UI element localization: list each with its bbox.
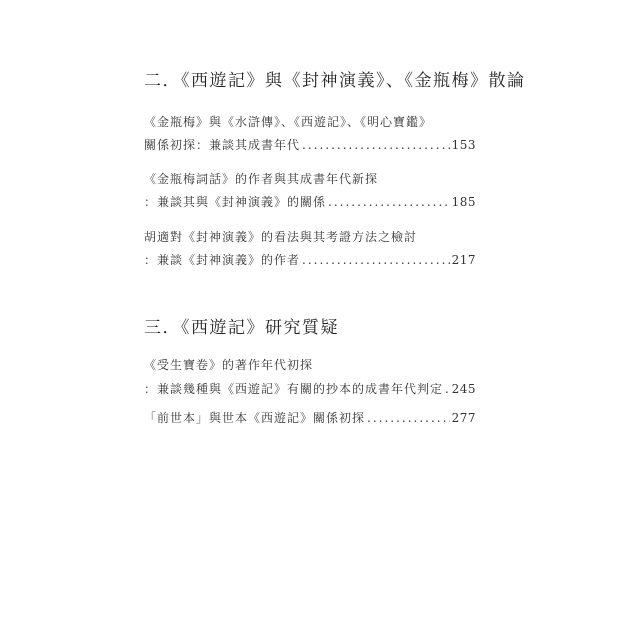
dot-leader [302,253,450,267]
entry-title-line1: 《金瓶梅詞話》的作者與其成書年代新探 [144,172,379,186]
page-number: 245 [451,382,476,396]
toc-entry[interactable] [144,380,476,397]
entry-title-line2: 關係初探：兼談其成書年代 [144,138,301,152]
entry-title-line1: 《受生寶卷》的著作年代初探 [144,358,314,372]
page-number: 153 [451,138,476,152]
section-title-3: 三．《西遊記》研究質疑 [144,318,339,338]
entry-title: 「前世本」與世本《西遊記》關係初探 [144,411,366,425]
dot-leader [445,382,450,396]
toc-entry[interactable] [144,409,476,426]
toc-entry[interactable] [144,251,476,268]
entry-title-line2: ：兼談其與《封神演義》的關係 [144,195,327,209]
section-title-2: 二．《西遊記》與《封神演義》、《金瓶梅》散論 [144,71,526,91]
entry-title-line2: ：兼談幾種與《西遊記》有關的抄本的成書年代判定 [144,382,444,396]
dot-leader [367,411,450,425]
page-number: 185 [451,195,476,209]
dot-leader [328,195,450,209]
page-number: 277 [451,411,476,425]
dot-leader [302,138,450,152]
toc-entry[interactable] [144,193,476,210]
entry-title-line1: 胡適對《封神演義》的看法與其考證方法之檢討 [144,230,418,244]
toc-entry[interactable] [144,136,476,153]
page-number: 217 [451,253,476,267]
entry-title-line1: 《金瓶梅》與《水滸傳》、《西遊記》、《明心寶鑑》 [144,115,433,129]
entry-title-line2: ：兼談《封神演義》的作者 [144,253,301,267]
